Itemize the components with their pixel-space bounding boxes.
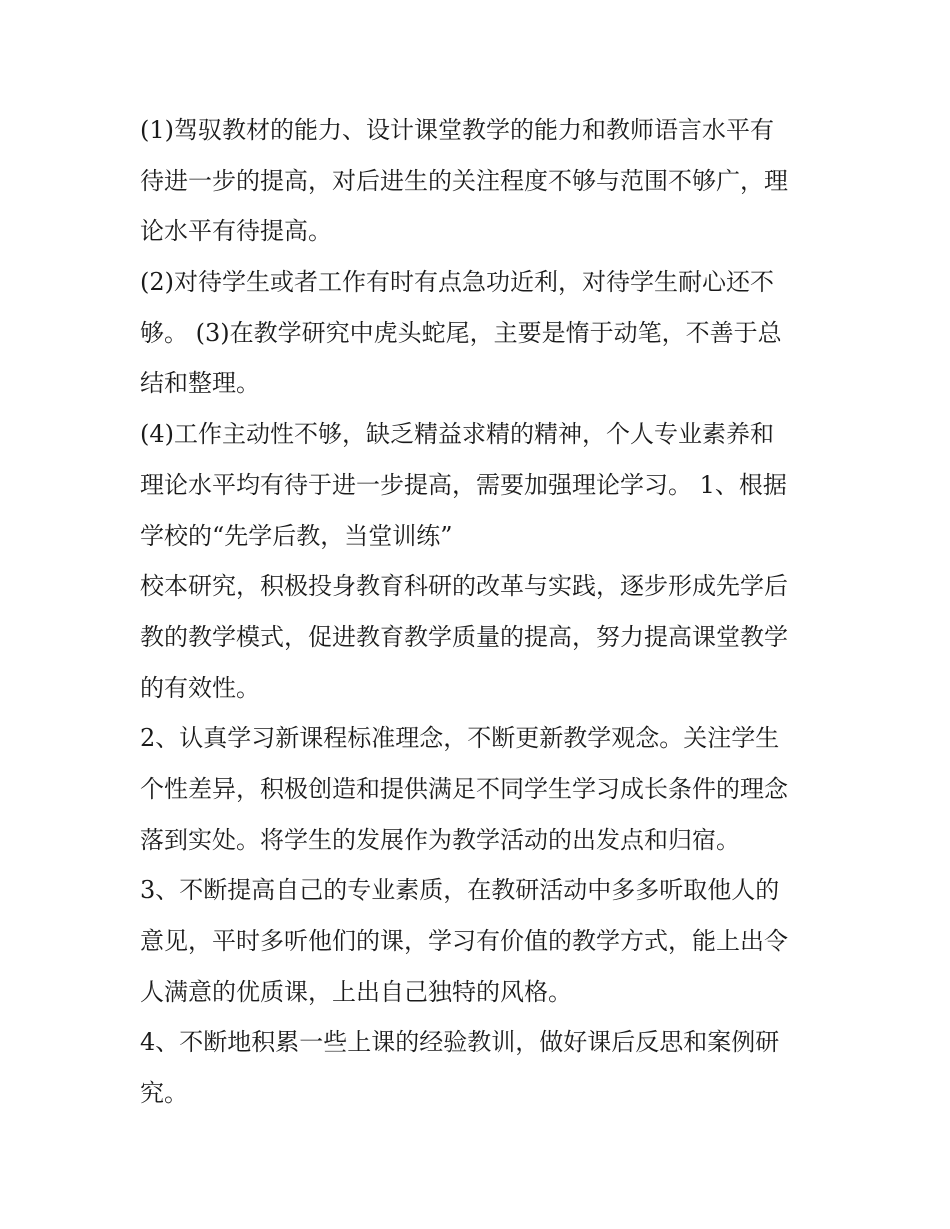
document-body [140,105,820,1119]
text-line: 论水平有待提高。 [140,217,332,246]
text-line: 待进一步的提高，对后进生的关注程度不够与范围不够广，理 [140,166,788,195]
text-line: 4、不断地积累一些上课的经验教训，做好课后反思和案例研 [140,1028,780,1057]
text-line: 2、认真学习新课程标准理念，不断更新教学观念。关注学生 [140,724,780,753]
text-line: 意见，平时多听他们的课，学习有价值的教学方式，能上出令 [140,927,788,955]
text-line: (1)驾驭教材的能力、设计课堂教学的能力和教师语言水平有 [140,116,774,144]
text-line: (4)工作主动性不够，缺乏精益求精的精神，个人专业素养和 [140,420,774,449]
text-line: 个性差异，积极创造和提供满足不同学生学习成长条件的理念 [140,774,788,803]
text-line: (2)对待学生或者工作有时有点急功近利，对待学生耐心还不 [140,268,774,297]
text-line: 学校的“先学后教，当堂训练” [140,521,453,550]
text-line: 人满意的优质课，上出自己独特的风格。 [140,977,572,1006]
text-line: 3、不断提高自己的专业素质，在教研活动中多多听取他人的 [140,876,780,905]
text-line: 究。 [140,1079,188,1108]
text-line: 校本研究，积极投身教育科研的改革与实践，逐步形成先学后 [140,572,788,601]
text-line: 理论水平均有待于进一步提高，需要加强理论学习。 1、根据 [140,470,787,499]
text-line: 够。 (3)在教学研究中虎头蛇尾，主要是惰于动笔，不善于总 [140,318,782,347]
text-line: 的有效性。 [140,673,260,702]
text-line: 结和整理。 [140,369,260,398]
text-line: 落到实处。将学生的发展作为教学活动的出发点和归宿。 [140,825,740,854]
text-line: 教的教学模式，促进教育教学质量的提高，努力提高课堂教学 [140,622,788,651]
